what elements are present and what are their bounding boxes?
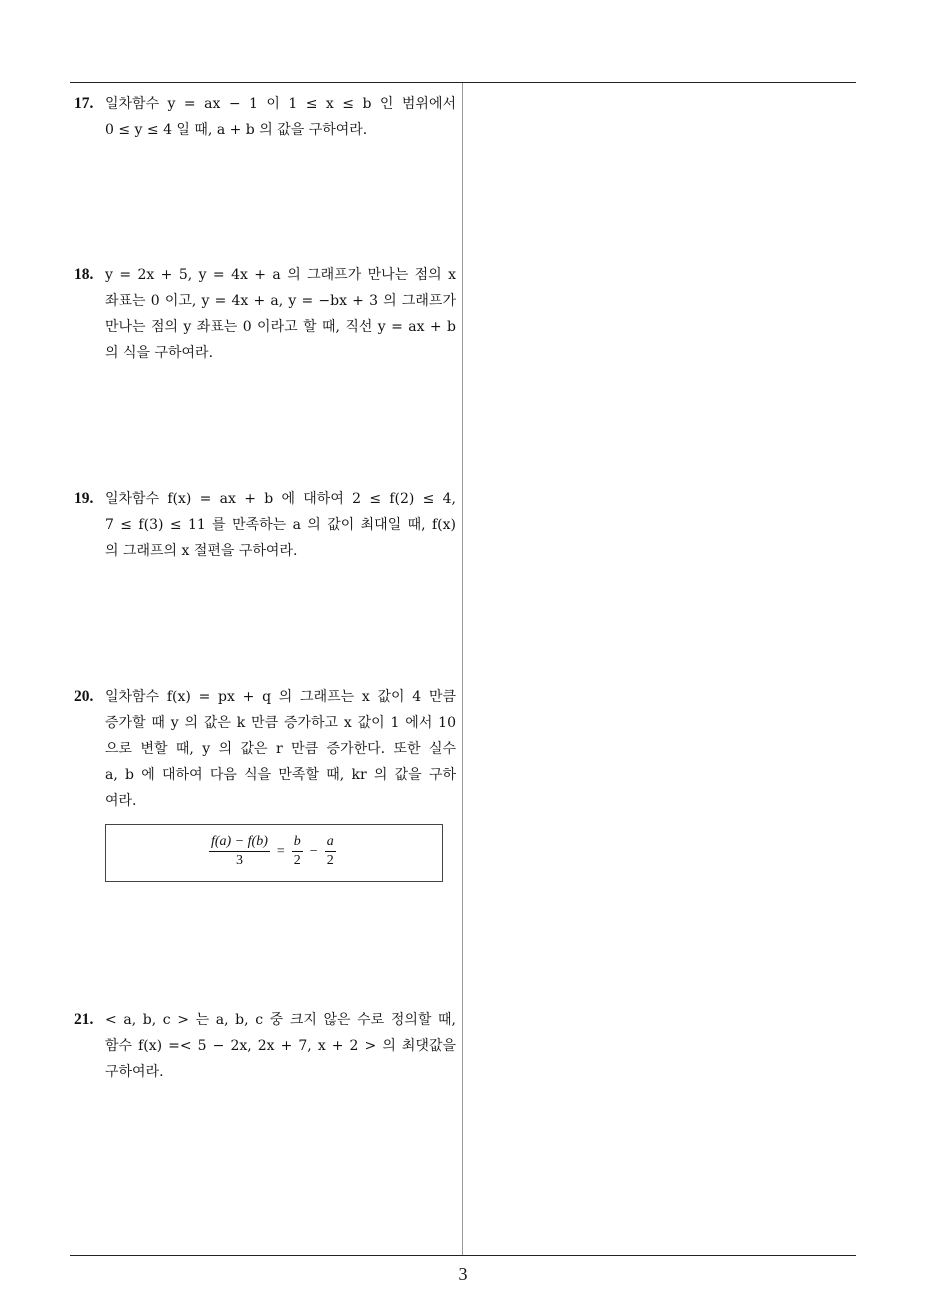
problem-text-line: 좌표는 0 이고, y = 4x + a, y = −bx + 3 의 그래프가 xyxy=(105,293,456,309)
problem-text-line: 일차함수 f(x) = px + q 의 그래프는 x 값이 4 만큼 xyxy=(105,689,456,705)
fraction xyxy=(209,833,270,870)
problem-text-line: 0 ≤ y ≤ 4 일 때, a + b 의 값을 구하여라. xyxy=(105,122,368,138)
fraction-denominator: 3 xyxy=(235,853,243,868)
fraction-denominator: 2 xyxy=(326,853,334,868)
fraction xyxy=(325,833,336,870)
problem-text-line: 증가할 때 y 의 값은 k 만큼 증가하고 x 값이 1 에서 10 xyxy=(105,715,456,731)
problem-text-line: 일차함수 f(x) = ax + b 에 대하여 2 ≤ f(2) ≤ 4, xyxy=(105,491,456,507)
column-divider xyxy=(462,83,463,1256)
problem-text-line: 여라. xyxy=(105,793,137,809)
problem-18 xyxy=(74,262,456,366)
problem-text-line: < a, b, c > 는 a, b, c 중 크지 않은 수로 정의할 때, xyxy=(105,1012,456,1028)
problem-number: 18. xyxy=(74,266,94,283)
problem-17 xyxy=(74,91,456,143)
problem-text-line: 의 식을 구하여라. xyxy=(105,345,214,361)
problem-text-line: 함수 f(x) =< 5 − 2x, 2x + 7, x + 2 > 의 최댓값을 xyxy=(105,1038,456,1054)
problem-number: 20. xyxy=(74,688,94,705)
problem-text-line: 만나는 점의 y 좌표는 0 이라고 할 때, 직선 y = ax + b xyxy=(105,319,456,335)
problem-text-line: 구하여라. xyxy=(105,1064,164,1080)
formula xyxy=(206,833,339,870)
fraction xyxy=(292,833,303,870)
formula-box xyxy=(105,824,443,882)
problem-text-line: y = 2x + 5, y = 4x + a 의 그래프가 만나는 점의 x xyxy=(105,267,456,283)
minus-sign: − xyxy=(309,843,318,859)
problem-number: 17. xyxy=(74,95,94,112)
problem-20 xyxy=(74,684,456,884)
top-rule xyxy=(70,82,856,83)
problem-21 xyxy=(74,1007,456,1085)
fraction-denominator: 2 xyxy=(293,853,301,868)
bottom-rule xyxy=(70,1255,856,1256)
equals-sign: = xyxy=(276,843,285,859)
problem-text-line: 일차함수 y = ax − 1 이 1 ≤ x ≤ b 인 범위에서 xyxy=(105,96,456,112)
problem-text-line: 의 그래프의 x 절편을 구하여라. xyxy=(105,543,298,559)
fraction-numerator: b xyxy=(292,833,303,852)
problem-text-line: a, b 에 대하여 다음 식을 만족할 때, kr 의 값을 구하 xyxy=(105,767,456,783)
fraction-numerator: f(a) − f(b) xyxy=(209,833,270,852)
problem-text-line: 7 ≤ f(3) ≤ 11 를 만족하는 a 의 값이 최대일 때, f(x) xyxy=(105,517,456,533)
page-number: 3 xyxy=(458,1264,468,1284)
problem-text-line: 으로 변할 때, y 의 값은 r 만큼 증가한다. 또한 실수 xyxy=(105,741,456,757)
fraction-numerator: a xyxy=(325,833,336,852)
problem-number: 19. xyxy=(74,490,94,507)
problem-19 xyxy=(74,486,456,564)
problem-number: 21. xyxy=(74,1011,94,1028)
